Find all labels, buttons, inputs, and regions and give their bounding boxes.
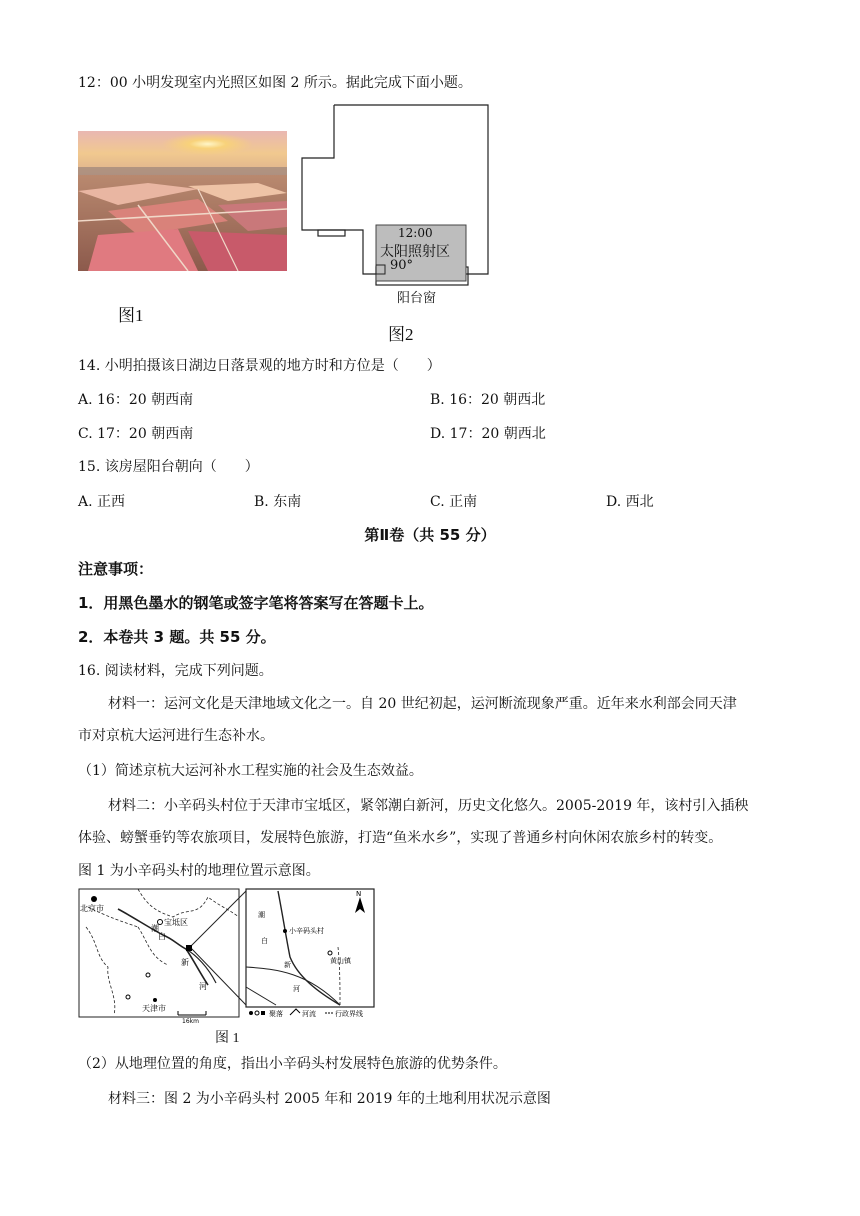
notice-title: 注意事项： xyxy=(78,560,154,578)
fig2-time-label: 12:00 xyxy=(398,226,433,240)
map-beijing-label: 北京市 xyxy=(80,904,104,913)
q16-material1-line2: 市对京杭大运河进行生态补水。 xyxy=(78,728,274,744)
q16-stem: 16. 阅读材料，完成下列问题。 xyxy=(78,663,273,679)
q14-option-d: D. 17：20 朝西北 xyxy=(430,426,546,442)
section-2-title: 第Ⅱ卷（共 55 分） xyxy=(364,526,496,544)
q15-option-d: D. 西北 xyxy=(606,494,654,510)
map-bai-label: 白 xyxy=(158,932,166,941)
q15-option-b: B. 东南 xyxy=(254,494,302,510)
inset-he-label: 河 xyxy=(293,985,300,993)
legend-boundary-label: 行政界线 xyxy=(335,1010,363,1018)
north-arrow-icon: N xyxy=(356,890,362,898)
fig2-sun-zone-label: 太阳照射区 xyxy=(380,244,450,260)
q16-material2-line2: 体验、螃蟹垂钓等农旅项目，发展特色旅游，打造“鱼米水乡”，实现了普通乡村向休闲农旅乡村的转变。 xyxy=(78,830,723,846)
q16-material1-line1: 材料一：运河文化是天津地域文化之一。自 20 世纪初起，运河断流现象严重。近年来水利部会同天津 xyxy=(108,696,737,712)
inset-town-label: 黄山镇 xyxy=(330,957,351,965)
village-location-map xyxy=(78,887,376,1027)
fig2-angle-label: 90° xyxy=(390,258,414,273)
inset-village-label: 小辛码头村 xyxy=(289,927,324,935)
q16-material3: 材料三：图 2 为小辛码头村 2005 年和 2019 年的土地利用状况示意图 xyxy=(108,1091,551,1107)
notice-item-1: 1．用黑色墨水的钢笔或签字笔将答案写在答题卡上。 xyxy=(78,594,434,612)
fig2-window-label: 阳台窗 xyxy=(397,291,437,306)
q14-stem: 14. 小明拍摄该日湖边日落景观的地方时和方位是（ ） xyxy=(78,358,441,374)
q14-option-b: B. 16：20 朝西北 xyxy=(430,392,546,408)
map-scale-label: 16km xyxy=(182,1018,199,1025)
figure-1-photo xyxy=(78,131,287,271)
figure-2-caption: 图2 xyxy=(388,325,414,344)
q15-option-a: A. 正西 xyxy=(78,494,126,510)
q16-sub1: （1）简述京杭大运河补水工程实施的社会及生态效益。 xyxy=(78,763,423,779)
q14-option-c: C. 17：20 朝西南 xyxy=(78,426,194,442)
map-baodi-label: 宝坻区 xyxy=(164,918,188,927)
inset-xin-label: 新 xyxy=(284,961,291,969)
notice-item-2: 2．本卷共 3 题。共 55 分。 xyxy=(78,628,276,646)
legend-settlement-label: 聚落 xyxy=(269,1010,283,1018)
intro-text: 12：00 小明发现室内光照区如图 2 所示。据此完成下面小题。 xyxy=(78,75,472,91)
map-he-label: 河 xyxy=(199,982,207,991)
q16-material2-line1: 材料二：小辛码头村位于天津市宝坻区，紧邻潮白新河，历史文化悠久。2005-2019 年，该村引入插秧 xyxy=(108,798,749,814)
map-caption: 图 1 xyxy=(215,1031,240,1046)
map-tianjin-label: 天津市 xyxy=(142,1004,166,1013)
map-xin-label: 新 xyxy=(181,958,189,967)
q15-option-c: C. 正南 xyxy=(430,494,478,510)
q16-material2-line3: 图 1 为小辛码头村的地理位置示意图。 xyxy=(78,863,320,879)
q16-sub2: （2）从地理位置的角度，指出小辛码头村发展特色旅游的优势条件。 xyxy=(78,1056,507,1072)
legend-river-label: 河流 xyxy=(302,1010,316,1018)
inset-bai-label: 白 xyxy=(261,937,268,945)
q15-stem: 15. 该房屋阳台朝向（ ） xyxy=(78,459,259,475)
figure-2-floorplan xyxy=(300,100,500,310)
map-chao-label: 潮 xyxy=(151,924,159,933)
figure-1-caption: 图1 xyxy=(118,306,144,325)
inset-chao-label: 潮 xyxy=(258,911,265,919)
q14-option-a: A. 16：20 朝西南 xyxy=(78,392,194,408)
